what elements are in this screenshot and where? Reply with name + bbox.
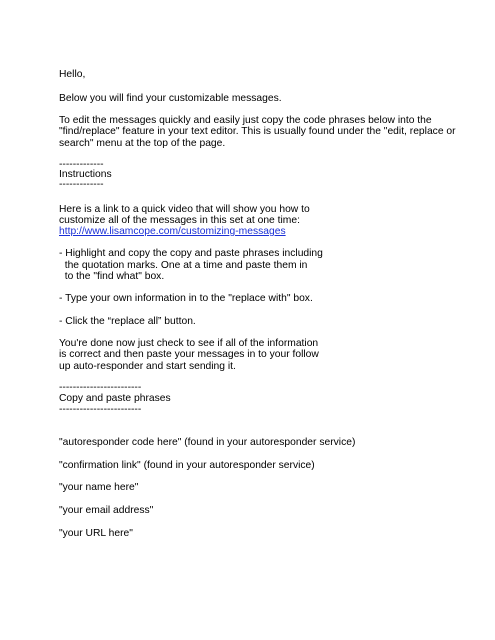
step-highlight-line: - Highlight and copy the copy and paste phrases including (59, 248, 323, 259)
done-paragraph-line: You're done now just check to see if all of the information (59, 338, 319, 349)
phrase-item: "your email address" (59, 505, 154, 516)
phrase-item: "confirmation link" (found in your autoresponder service) (59, 460, 315, 471)
instructions-heading: Instructions (59, 169, 112, 180)
video-link[interactable]: http://www.lisamcope.com/customizing-messages (59, 226, 286, 237)
greeting: Hello, (59, 69, 86, 80)
video-paragraph-line: Here is a link to a quick video that will show you how to (59, 204, 310, 215)
done-paragraph-line: is correct and then paste your messages in to your follow (59, 349, 319, 360)
phrases-divider-top: ------------------------ (59, 382, 142, 393)
video-paragraph-line: customize all of the messages in this set at one time: (59, 215, 300, 226)
intro-text: Below you will find your customizable messages. (59, 93, 282, 104)
edit-paragraph-line: "find/replace" feature in your text editor. This is usually found under the "edit, replace or (59, 126, 456, 137)
step-highlight-line: the quotation marks. One at a time and paste them in (59, 260, 308, 271)
phrases-divider-bottom: ------------------------ (59, 404, 142, 415)
step-click: - Click the “replace all” button. (59, 316, 196, 327)
edit-paragraph-line: search" menu at the top of the page. (59, 138, 226, 149)
phrases-heading: Copy and paste phrases (59, 393, 171, 404)
step-highlight-line: to the "find what" box. (59, 271, 165, 282)
done-paragraph-line: up auto-responder and start sending it. (59, 361, 236, 372)
phrase-item: "your name here" (59, 482, 139, 493)
phrase-item: "autoresponder code here" (found in your autoresponder service) (59, 437, 356, 448)
instructions-divider-bottom: ------------- (59, 179, 104, 190)
instructions-divider-top: ------------- (59, 159, 104, 170)
phrase-item: "your URL here" (59, 528, 133, 539)
edit-paragraph-line: To edit the messages quickly and easily just copy the code phrases below into the (59, 115, 432, 126)
step-type: - Type your own information in to the "replace with" box. (59, 293, 313, 304)
